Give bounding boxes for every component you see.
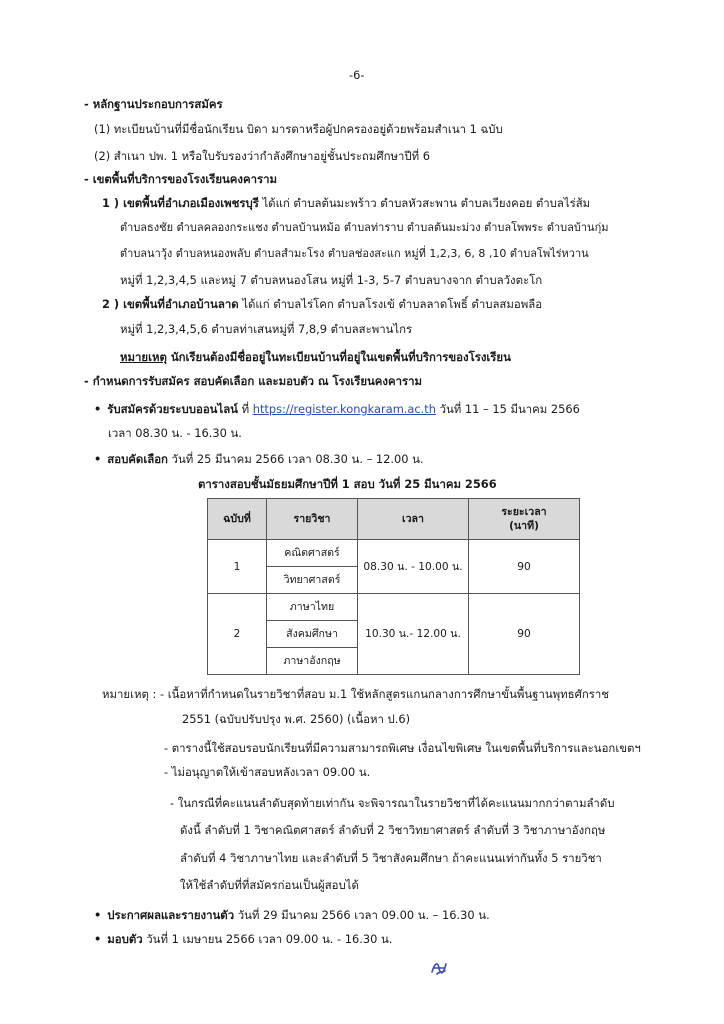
remarks-2: - ตารางนี้ใช้สอบรอบนักเรียนที่มีความสามารถพิเศษ เงื่อนไขพิเศษ ในเขตพื้นที่บริการและนอกเขตฯ (164, 741, 641, 755)
exam-schedule-table (207, 498, 580, 675)
district-1-line-4: หมู่ที่ 1,2,3,4,5 และหมู่ 7 ตำบลหนองโสน หมู่ที่ 1-3, 5-7 ตำบลบางจาก ตำบลวังตะโก (120, 273, 543, 287)
signature-icon (428, 956, 450, 978)
district-2-text: ได้แก่ ตำบลไร่โคก ตำบลโรงเข้ ตำบลลาดโพธิ์ ตำบลสมอพลือ (238, 297, 543, 311)
row-1-no: 1 (208, 540, 267, 594)
district-1-line-3: ตำบลนาวุ้ง ตำบลหนองพลับ ตำบลสำมะโรง ตำบลช่องสะแก หมู่ที่ 1,2,3, 6, 8 ,10 ตำบลโพไร่หวาน (120, 247, 589, 260)
remarks-line-1 (102, 686, 609, 702)
district-2-line-2: หมู่ที่ 1,2,3,4,5,6 ตำบลท่าเสนหมู่ที่ 7,8,9 ตำบลสะพานไกร (120, 322, 413, 336)
header-no: ฉบับที่ (208, 499, 267, 540)
bullet-icon: • (94, 908, 102, 922)
row-2-time: 10.30 น.- 12.00 น. (358, 594, 469, 675)
online-registration-label: รับสมัครด้วยระบบออนไลน์ (107, 402, 238, 416)
district-1-line-1 (102, 195, 590, 211)
announce-text: วันที่ 29 มีนาคม 2566 เวลา 09.00 น. – 16.30 น. (234, 908, 490, 922)
online-registration-time: เวลา 08.30 น. - 16.30 น. (108, 426, 242, 440)
remarks-1a: - เนื้อหาที่กำหนดในรายวิชาที่สอบ ม.1 ใช้หลักสูตรแกนกลางการศึกษาขั้นพื้นฐานพุทธศักราช (156, 687, 609, 701)
district-1-line-2: ตำบลธงชัย ตำบลคลองกระแชง ตำบลบ้านหม้อ ตำบลท่าราบ ตำบลต้นมะม่วง ตำบลโพพระ ตำบลบ้านกุ่ม (120, 221, 609, 234)
service-area-note (120, 349, 511, 365)
header-duration: ระยะเวลา (นาที) (469, 499, 580, 540)
service-area-note-label: หมายเหตุ (120, 350, 167, 364)
report-text: วันที่ 1 เมษายน 2566 เวลา 09.00 น. - 16.30 น. (142, 932, 393, 946)
row-2-subject-2: สังคมศึกษา (267, 621, 358, 648)
table-row (208, 540, 580, 567)
announce-label: ประกาศผลและรายงานตัว (107, 908, 235, 922)
bullet-icon: • (94, 402, 102, 416)
exam-label: สอบคัดเลือก (107, 452, 168, 466)
remarks-4c: ลำดับที่ 4 วิชาภาษาไทย และลำดับที่ 5 วิชาสังคมศึกษา ถ้าคะแนนเท่ากันทั้ง 5 รายวิชา (180, 851, 602, 865)
evidence-item-1: (1) ทะเบียนบ้านที่มีชื่อนักเรียน บิดา มารดาหรือผู้ปกครองอยู่ด้วยพร้อมสำเนา 1 ฉบับ (94, 122, 503, 136)
exam-table-title: ตารางสอบชั้นมัธยมศึกษาปีที่ 1 สอบ วันที่ 25 มีนาคม 2566 (198, 477, 497, 491)
online-registration (94, 401, 580, 417)
remarks-3: - ไม่อนุญาตให้เข้าสอบหลังเวลา 09.00 น. (164, 765, 371, 779)
district-2-label: 2 ) เขตพื้นที่อำเภอบ้านลาด (102, 297, 239, 311)
announce-line (94, 907, 490, 923)
row-1-subject-2: วิทยาศาสตร์ (267, 567, 358, 594)
table-row (208, 594, 580, 621)
row-2-subject-1: ภาษาไทย (267, 594, 358, 621)
page-number: -6- (349, 68, 365, 82)
service-area-heading: - เขตพื้นที่บริการของโรงเรียนคงคาราม (84, 172, 278, 186)
service-area-note-text: นักเรียนต้องมีชื่ออยู่ในทะเบียนบ้านที่อยู่ในเขตพื้นที่บริการของโรงเรียน (166, 350, 511, 364)
row-2-subject-3: ภาษาอังกฤษ (267, 648, 358, 675)
bullet-icon: • (94, 932, 102, 946)
evidence-heading: - หลักฐานประกอบการสมัคร (84, 97, 223, 111)
report-line (94, 931, 392, 947)
exam-line (94, 451, 424, 467)
remarks-4a: - ในกรณีที่คะแนนลำดับสุดท้ายเท่ากัน จะพิจารณาในรายวิชาที่ได้คะแนนมากกว่าตามลำดับ (170, 796, 615, 810)
row-1-duration: 90 (469, 540, 580, 594)
online-registration-date: วันที่ 11 – 15 มีนาคม 2566 (435, 402, 580, 416)
row-1-subject-1: คณิตศาสตร์ (267, 540, 358, 567)
district-1-text: ได้แก่ ตำบลต้นมะพร้าว ตำบลหัวสะพาน ตำบลเวียงคอย ตำบลไร่ส้ม (258, 196, 591, 210)
remarks-4b: ดังนี้ ลำดับที่ 1 วิชาคณิตศาสตร์ ลำดับที่ 2 วิชาวิทยาศาสตร์ ลำดับที่ 3 วิชาภาษาอังกฤษ (180, 823, 606, 837)
schedule-heading: - กำหนดการรับสมัคร สอบคัดเลือก และมอบตัว ณ โรงเรียนคงคาราม (84, 374, 423, 388)
row-1-time: 08.30 น. - 10.00 น. (358, 540, 469, 594)
exam-text: วันที่ 25 มีนาคม 2566 เวลา 08.30 น. – 12.00 น. (167, 452, 424, 466)
district-2-line-1 (102, 296, 542, 312)
header-time: เวลา (358, 499, 469, 540)
district-1-label: 1 ) เขตพื้นที่อำเภอเมืองเพชรบุรี (102, 196, 259, 210)
remarks-4d: ให้ใช้ลำดับที่ที่สมัครก่อนเป็นผู้สอบได้ (180, 878, 359, 892)
remarks-label: หมายเหตุ : (102, 687, 157, 701)
remarks-1b: 2551 (ฉบับปรับปรุง พ.ศ. 2560) (เนื้อหา ป.6) (182, 712, 411, 726)
register-link[interactable]: https://register.kongkaram.ac.th (252, 402, 436, 416)
table-header-row (208, 499, 580, 540)
row-2-duration: 90 (469, 594, 580, 675)
row-2-no: 2 (208, 594, 267, 675)
online-registration-pre: ที่ (237, 402, 253, 416)
header-subject: รายวิชา (267, 499, 358, 540)
bullet-icon: • (94, 452, 102, 466)
report-label: มอบตัว (107, 932, 143, 946)
evidence-item-2: (2) สำเนา ปพ. 1 หรือใบรับรองว่ากำลังศึกษาอยู่ชั้นประถมศึกษาปีที่ 6 (94, 149, 430, 163)
